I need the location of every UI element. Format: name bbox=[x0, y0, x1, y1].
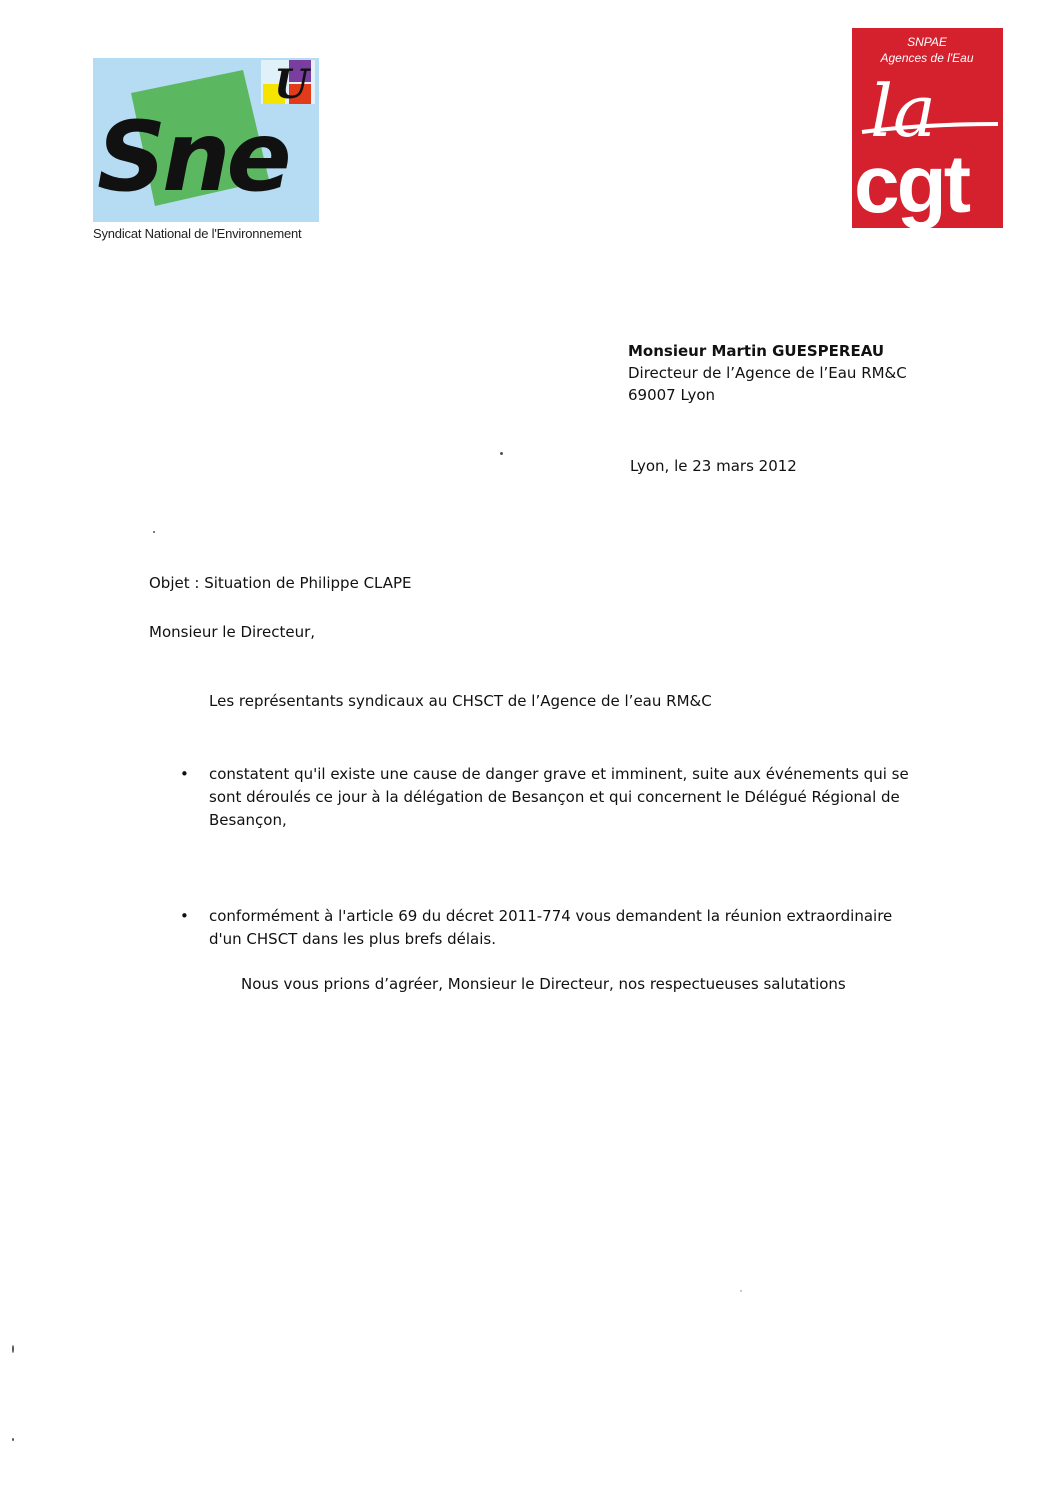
bullet-marker: • bbox=[180, 765, 189, 783]
scan-speck bbox=[740, 1290, 742, 1292]
bullet-line: conformément à l'article 69 du décret 2011-774 vous demandent la réunion extraordinaire bbox=[209, 907, 893, 925]
bullet-text bbox=[209, 905, 969, 951]
letter-closing: Nous vous prions d’agréer, Monsieur le Directeur, nos respectueuses salutations bbox=[241, 975, 846, 993]
letter-date: Lyon, le 23 mars 2012 bbox=[630, 457, 797, 475]
svg-text:la: la bbox=[870, 69, 936, 153]
bullet-line: sont déroulés ce jour à la délégation de Besançon et qui concernent le Délégué Régional de bbox=[209, 788, 900, 806]
bullet-item bbox=[180, 905, 970, 953]
recipient-name: Monsieur Martin GUESPEREAU bbox=[628, 342, 885, 360]
letter-subject: Objet : Situation de Philippe CLAPE bbox=[149, 574, 412, 592]
sne-logo bbox=[93, 58, 319, 222]
svg-text:Agences de l'Eau: Agences de l'Eau bbox=[880, 51, 974, 65]
bullet-line: d'un CHSCT dans les plus brefs délais. bbox=[209, 930, 496, 948]
letter-intro: Les représentants syndicaux au CHSCT de l’Agence de l’eau RM&C bbox=[209, 692, 712, 710]
scan-speck bbox=[12, 1345, 14, 1353]
scan-speck bbox=[12, 1438, 14, 1441]
scan-speck bbox=[500, 452, 503, 455]
bullet-marker: • bbox=[180, 907, 189, 925]
svg-text:cgt: cgt bbox=[854, 139, 968, 228]
bullet-line: constatent qu'il existe une cause de danger grave et imminent, suite aux événements qui se bbox=[209, 765, 909, 783]
svg-text:U: U bbox=[274, 61, 309, 108]
recipient-address: 69007 Lyon bbox=[628, 386, 716, 404]
bullet-line: Besançon, bbox=[209, 811, 287, 829]
sne-caption: Syndicat National de l'Environnement bbox=[93, 226, 302, 241]
bullet-text bbox=[209, 763, 969, 832]
scan-speck bbox=[153, 531, 155, 533]
svg-text:Sne: Sne bbox=[97, 101, 288, 213]
svg-text:SNPAE: SNPAE bbox=[907, 35, 947, 49]
letter-salutation: Monsieur le Directeur, bbox=[149, 623, 316, 641]
cgt-logo bbox=[852, 28, 1003, 228]
recipient-title: Directeur de l’Agence de l’Eau RM&C bbox=[628, 364, 907, 382]
bullet-item bbox=[180, 763, 970, 833]
recipient-block bbox=[628, 340, 907, 406]
